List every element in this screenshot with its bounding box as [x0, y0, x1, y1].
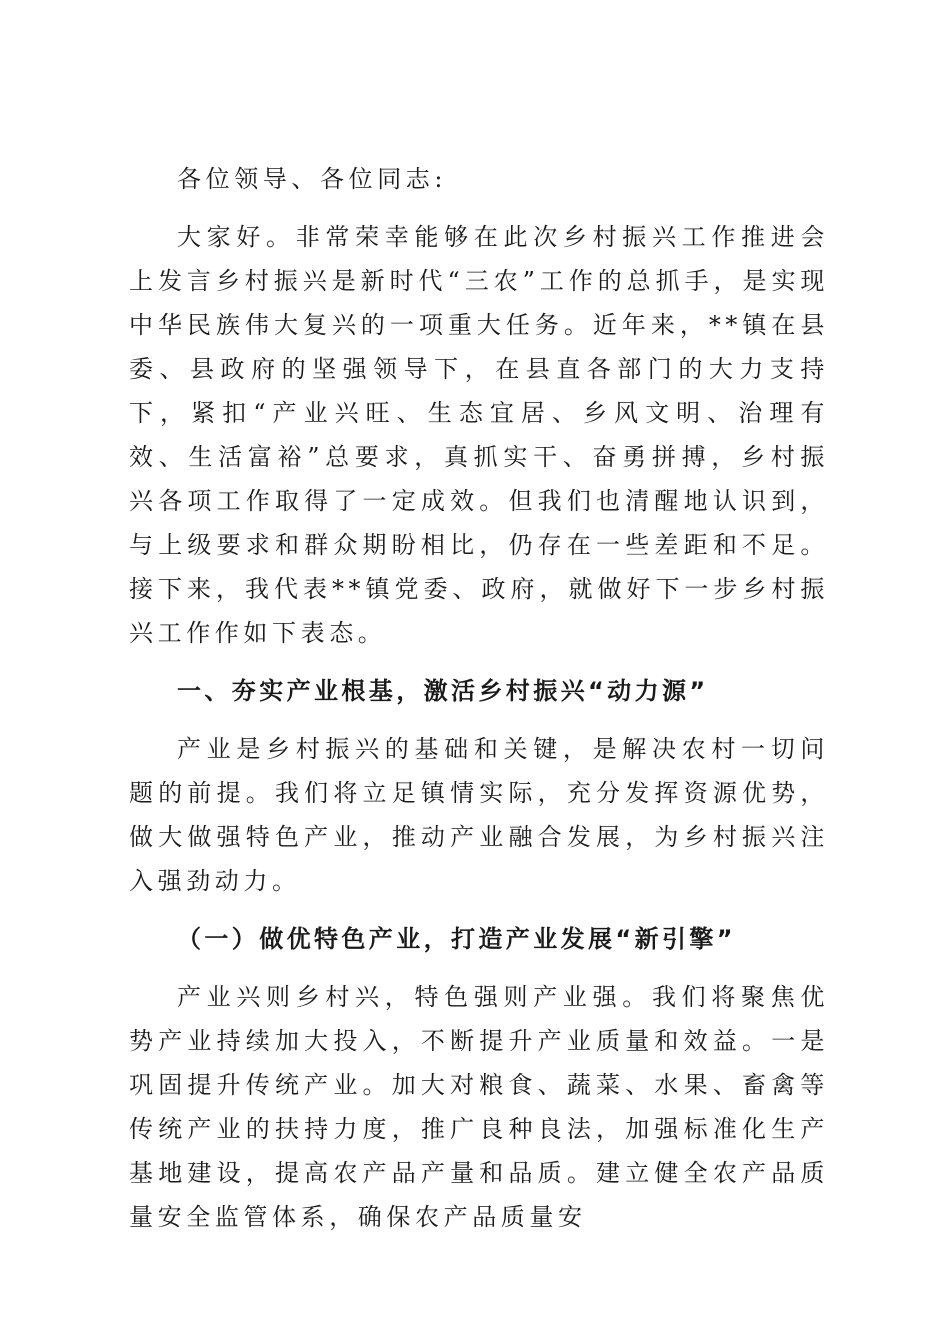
section-heading-1: 一、夯实产业根基，激活乡村振兴“动力源”: [177, 677, 709, 705]
intro-paragraph: 大家好。非常荣幸能够在此次乡村振兴工作推进会上发言乡村振兴是新时代“三农”工作的总抓手，是实现中华民族伟大复兴的一项重大任务。近年来，**镇在县委、县政府的坚强领导下，在县直各部门的大力支持下，紧扣“产业兴旺、生态宜居、乡风文明、治理有效、生活富裕”总要求，真抓实干、奋勇拼搏，乡村振兴各项工作取得了一定成效。但我们也清醒地认识到，与上级要求和群众期盼相比，仍存在一些差距和不足。接下来，我代表**镇党委、政府，就做好下一步乡村振兴工作作如下表态。: [129, 223, 829, 647]
subsection-paragraph-1: 产业兴则乡村兴，特色强则产业强。我们将聚焦优势产业持续加大投入，不断提升产业质量和效益。一是巩固提升传统产业。加大对粮食、蔬菜、水果、畜禽等传统产业的扶持力度，推广良种良法，加强标准化生产基地建设，提高农产品产量和品质。建立健全农产品质量安全监管体系，确保农产品质量安: [129, 983, 829, 1231]
salutation: 各位领导、各位同志:: [177, 165, 448, 193]
subsection-heading-1: （一）做优特色产业，打造产业发展“新引擎”: [177, 925, 736, 953]
document-body: [129, 157, 829, 1253]
section-paragraph-1: 产业是乡村振兴的基础和关键，是解决农村一切问题的前提。我们将立足镇情实际，充分发挥资源优势，做大做强特色产业，推动产业融合发展，为乡村振兴注入强劲动力。: [129, 735, 829, 895]
